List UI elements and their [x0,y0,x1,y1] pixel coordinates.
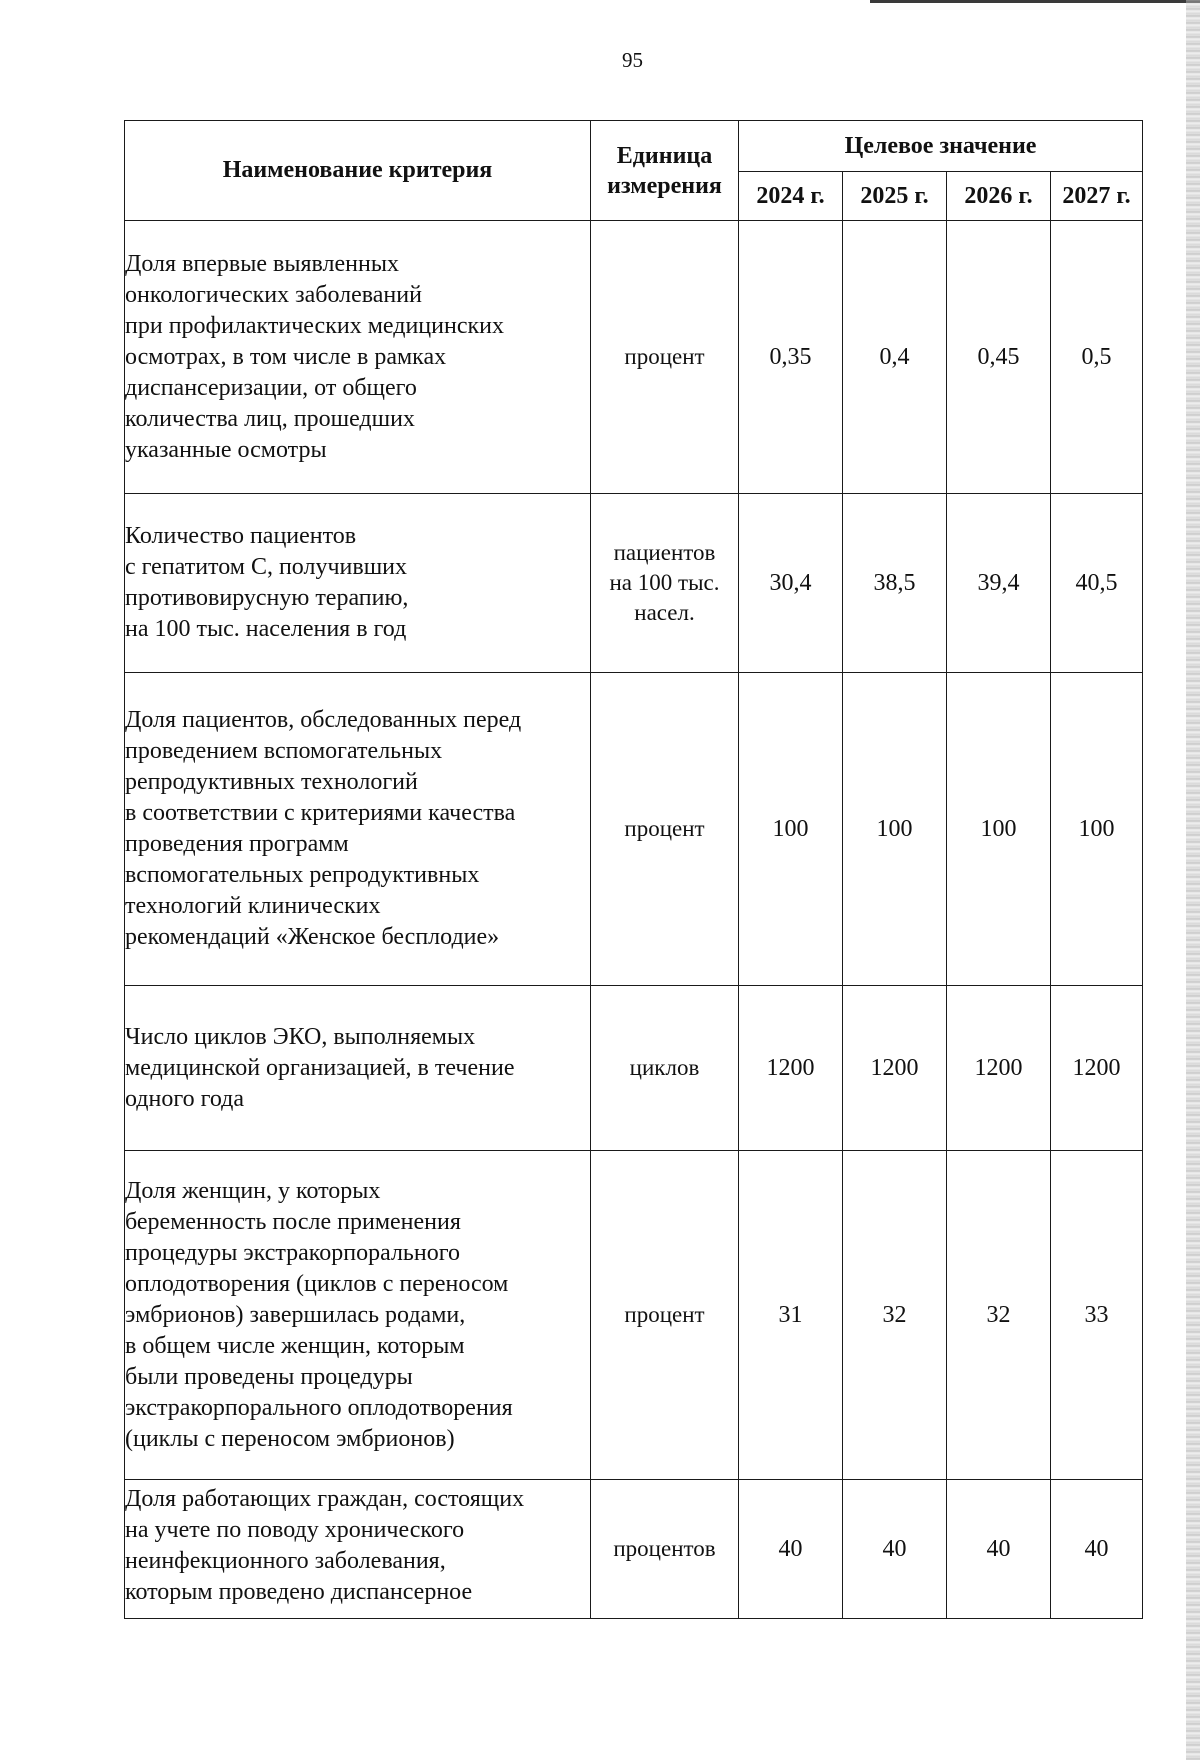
criterion-unit: процент [591,1151,739,1480]
header-year-2027: 2027 г. [1051,172,1143,221]
value-2027: 0,5 [1051,221,1143,494]
value-2024: 0,35 [739,221,843,494]
value-2026: 39,4 [947,494,1051,673]
header-criterion: Наименование критерия [125,121,591,221]
value-2024: 31 [739,1151,843,1480]
table-row [125,1151,1143,1480]
value-2027: 40,5 [1051,494,1143,673]
criteria-table [124,120,1143,1619]
criterion-name: Доля пациентов, обследованных перед проведением вспомогательных репродуктивных технологий в соответствии с критериями качества проведения программ вспомогательных репродуктивных технологий клинических рекомендаций «Женское бесплодие» [125,673,591,986]
table-row [125,221,1143,494]
value-2024: 30,4 [739,494,843,673]
value-2027: 1200 [1051,986,1143,1151]
criterion-unit: циклов [591,986,739,1151]
scan-edge-top [870,0,1200,3]
value-2024: 100 [739,673,843,986]
table-row [125,1480,1143,1619]
value-2024: 1200 [739,986,843,1151]
scan-edge-right [1186,0,1200,1760]
header-year-2025: 2025 г. [843,172,947,221]
criterion-unit: пациентов на 100 тыс. насел. [591,494,739,673]
value-2025: 1200 [843,986,947,1151]
criterion-name: Доля работающих граждан, состоящих на учете по поводу хронического неинфекционного заболевания, которым проведено диспансерное [125,1480,591,1619]
value-2024: 40 [739,1480,843,1619]
criterion-name: Число циклов ЭКО, выполняемых медицинской организацией, в течение одного года [125,986,591,1151]
table-row [125,494,1143,673]
criterion-unit: процент [591,221,739,494]
value-2025: 40 [843,1480,947,1619]
value-2026: 1200 [947,986,1051,1151]
value-2025: 38,5 [843,494,947,673]
criterion-unit: процентов [591,1480,739,1619]
value-2025: 100 [843,673,947,986]
header-year-2024: 2024 г. [739,172,843,221]
value-2025: 32 [843,1151,947,1480]
value-2026: 0,45 [947,221,1051,494]
value-2027: 40 [1051,1480,1143,1619]
header-unit: Единица измерения [591,121,739,221]
value-2025: 0,4 [843,221,947,494]
criterion-name: Количество пациентов с гепатитом С, получивших противовирусную терапию, на 100 тыс. населения в год [125,494,591,673]
table-row [125,986,1143,1151]
value-2027: 100 [1051,673,1143,986]
criterion-name: Доля впервые выявленных онкологических заболеваний при профилактических медицинских осмотрах, в том числе в рамках диспансеризации, от общего количества лиц, прошедших указанные осмотры [125,221,591,494]
value-2027: 33 [1051,1151,1143,1480]
header-year-2026: 2026 г. [947,172,1051,221]
criterion-unit: процент [591,673,739,986]
table-row [125,673,1143,986]
header-target-value: Целевое значение [739,121,1143,172]
value-2026: 40 [947,1480,1051,1619]
value-2026: 32 [947,1151,1051,1480]
criterion-name: Доля женщин, у которых беременность после применения процедуры экстракорпорального оплодотворения (циклов с переносом эмбрионов) завершилась родами, в общем числе женщин, которым были проведены процедуры экстракорпорального оплодотворения (циклы с переносом эмбрионов) [125,1151,591,1480]
value-2026: 100 [947,673,1051,986]
page-number: 95 [622,48,643,72]
